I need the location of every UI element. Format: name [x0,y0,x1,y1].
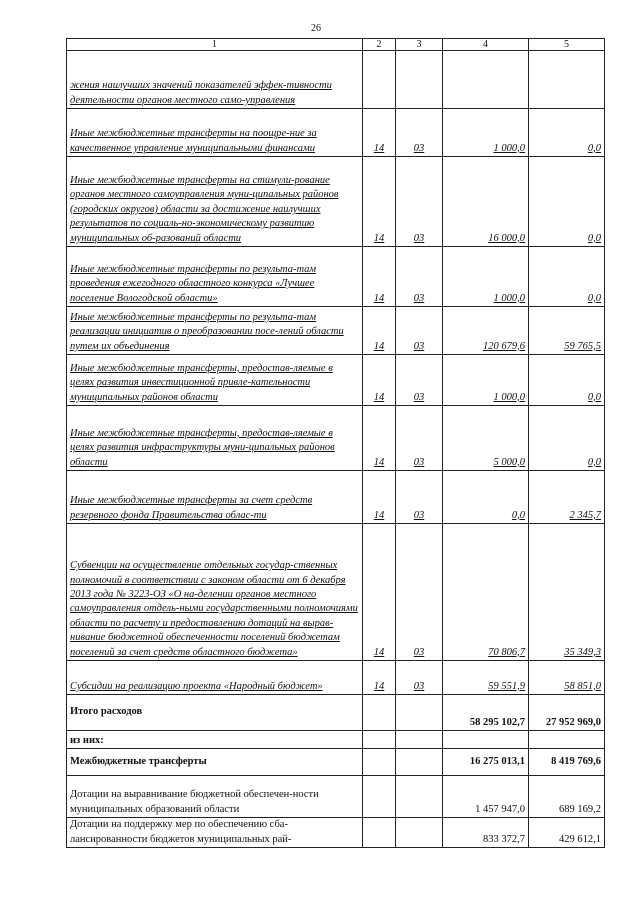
amount-col4 [443,731,529,749]
amount-col4: 16 000,0 [443,157,529,247]
row-label: Межбюджетные трансферты [67,749,363,776]
row-label: жения наилучших значений показателей эффек-тивности деятельности органов местного само-управления [67,51,363,109]
subsection-code: 03 [396,406,443,471]
row-label: Иные межбюджетные трансферты на поощре-ние за качественное управление муниципальными финансами [67,109,363,157]
amount-col5: 0,0 [529,355,605,406]
subsection-code [396,749,443,776]
amount-col5: 2 345,7 [529,471,605,524]
amount-col5: 429 612,1 [529,818,605,848]
row-label: Иные межбюджетные трансферты по результа-там реализации инициатив о преобразовании посе-лений области путем их объединения [67,307,363,355]
amount-col5: 35 349,3 [529,524,605,661]
subsection-code: 03 [396,109,443,157]
subsection-code: 03 [396,524,443,661]
subsection-code: 03 [396,355,443,406]
section-code: 14 [363,247,396,307]
table-row [67,406,605,471]
amount-col4: 833 372,7 [443,818,529,848]
section-code: 14 [363,355,396,406]
page-number: 26 [311,23,321,34]
row-label: Иные межбюджетные трансферты за счет средств резервного фонда Правительства облас-ти [67,471,363,524]
section-code [363,51,396,109]
table-row [67,731,605,749]
amount-col5: 0,0 [529,109,605,157]
table-row [67,749,605,776]
amount-col5: 689 169,2 [529,776,605,818]
amount-col5: 59 765,5 [529,307,605,355]
subsection-code: 03 [396,661,443,695]
column-header: 3 [396,39,443,51]
row-label: Иные межбюджетные трансферты, предостав-ляемые в целях развития инвестиционной привле-кательности муниципальных районов области [67,355,363,406]
table-row [67,307,605,355]
column-header: 1 [67,39,363,51]
table-row [67,109,605,157]
row-label: Иные межбюджетные трансферты на стимули-рование органов местного самоуправления муни-ципальных районов (городских округов) области за достижение наилучших результатов по социаль-но-экономическому развитию муниципальных об-разований области [67,157,363,247]
section-code [363,749,396,776]
table-row [67,776,605,818]
subsection-code [396,695,443,731]
row-label: Дотации на поддержку мер по обеспечению сба-лансированности бюджетов муниципальных рай- [67,818,363,848]
amount-col4: 58 295 102,7 [443,695,529,731]
row-label: Субвенции на осуществление отдельных государ-ственных полномочий в соответствии с законом области от 6 декабря 2013 года № 3223-ОЗ «О на-делении органов местного самоуправления отдель-ными государственными полномочиями области по расчету и предоставлению дотаций на вырав-нивание бюджетной обеспеченности поселений бюджетам поселений за счет средств областного бюджета» [67,524,363,661]
section-code: 14 [363,406,396,471]
subsection-code: 03 [396,247,443,307]
amount-col4: 70 806,7 [443,524,529,661]
amount-col5: 0,0 [529,247,605,307]
subsection-code [396,731,443,749]
subsection-code [396,776,443,818]
amount-col4: 59 551,9 [443,661,529,695]
column-header: 2 [363,39,396,51]
section-code [363,818,396,848]
amount-col4: 1 000,0 [443,247,529,307]
amount-col4: 5 000,0 [443,406,529,471]
total-row [67,695,605,731]
amount-col4: 1 000,0 [443,109,529,157]
row-label: Иные межбюджетные трансферты по результа-там проведения ежегодного областного конкурса «Лучшее поселение Вологодской области» [67,247,363,307]
section-code: 14 [363,157,396,247]
section-code: 14 [363,307,396,355]
amount-col5: 0,0 [529,406,605,471]
row-label: из них: [67,731,363,749]
amount-col4: 1 457 947,0 [443,776,529,818]
subsection-code: 03 [396,307,443,355]
amount-col5: 58 851,0 [529,661,605,695]
amount-col4 [443,51,529,109]
amount-col4: 0,0 [443,471,529,524]
section-code [363,731,396,749]
column-header: 5 [529,39,605,51]
row-label: Дотации на выравнивание бюджетной обеспечен-ности муниципальных образований области [67,776,363,818]
amount-col5: 27 952 969,0 [529,695,605,731]
table-row [67,661,605,695]
subsection-code: 03 [396,157,443,247]
row-label: Иные межбюджетные трансферты, предостав-ляемые в целях развития инфраструктуры муни-ципальных районов области [67,406,363,471]
amount-col5 [529,51,605,109]
row-label: Субсидии на реализацию проекта «Народный бюджет» [67,661,363,695]
table-row [67,355,605,406]
table-row [67,157,605,247]
subsection-code [396,51,443,109]
section-code: 14 [363,524,396,661]
table-row [67,471,605,524]
section-code: 14 [363,109,396,157]
budget-table [66,38,605,848]
section-code [363,695,396,731]
amount-col5: 8 419 769,6 [529,749,605,776]
row-label: Итого расходов [67,695,363,731]
table-row [67,524,605,661]
header-row [67,39,605,51]
amount-col5: 0,0 [529,157,605,247]
subsection-code [396,818,443,848]
amount-col4: 16 275 013,1 [443,749,529,776]
section-code: 14 [363,471,396,524]
amount-col4: 1 000,0 [443,355,529,406]
section-code: 14 [363,661,396,695]
subsection-code: 03 [396,471,443,524]
section-code [363,776,396,818]
amount-col4: 120 679,6 [443,307,529,355]
table-row [67,247,605,307]
column-header: 4 [443,39,529,51]
amount-col5 [529,731,605,749]
table-row [67,51,605,109]
table-row [67,818,605,848]
